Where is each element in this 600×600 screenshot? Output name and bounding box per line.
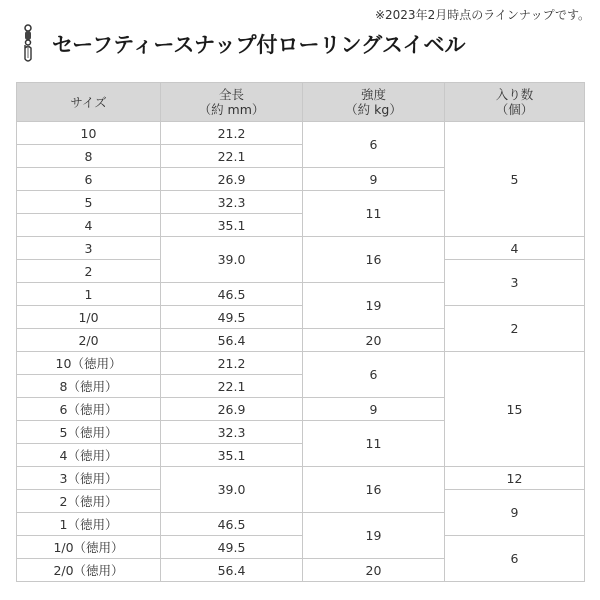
table-header-row	[17, 83, 585, 122]
table-row	[17, 536, 585, 559]
header-size: サイズ	[17, 83, 161, 122]
table-row	[17, 352, 585, 375]
count-cell: 6	[445, 536, 585, 582]
size-cell: 10（徳用）	[17, 352, 161, 375]
count-cell: 3	[445, 260, 585, 306]
page-header	[14, 24, 590, 64]
length-cell: 56.4	[161, 329, 303, 352]
length-cell: 21.2	[161, 122, 303, 145]
strength-cell: 19	[303, 283, 445, 329]
strength-cell: 16	[303, 467, 445, 513]
count-cell: 12	[445, 467, 585, 490]
count-cell: 9	[445, 490, 585, 536]
size-cell: 1/0（徳用）	[17, 536, 161, 559]
size-cell: 6（徳用）	[17, 398, 161, 421]
count-cell: 5	[445, 122, 585, 237]
length-cell: 26.9	[161, 398, 303, 421]
size-cell: 4	[17, 214, 161, 237]
size-cell: 1	[17, 283, 161, 306]
size-cell: 3（徳用）	[17, 467, 161, 490]
size-cell: 2	[17, 260, 161, 283]
header-length: 全長 （約 mm）	[161, 83, 303, 122]
header-count: 入り数 （個）	[445, 83, 585, 122]
strength-cell: 11	[303, 421, 445, 467]
strength-cell: 6	[303, 352, 445, 398]
strength-cell: 16	[303, 237, 445, 283]
size-cell: 5	[17, 191, 161, 214]
count-cell: 4	[445, 237, 585, 260]
strength-cell: 20	[303, 329, 445, 352]
length-cell: 26.9	[161, 168, 303, 191]
length-cell: 39.0	[161, 237, 303, 283]
count-cell: 2	[445, 306, 585, 352]
strength-cell: 19	[303, 513, 445, 559]
size-cell: 6	[17, 168, 161, 191]
strength-cell: 9	[303, 398, 445, 421]
length-cell: 49.5	[161, 536, 303, 559]
strength-cell: 6	[303, 122, 445, 168]
length-cell: 56.4	[161, 559, 303, 582]
size-cell: 8	[17, 145, 161, 168]
size-cell: 5（徳用）	[17, 421, 161, 444]
size-cell: 2/0	[17, 329, 161, 352]
size-cell: 1/0	[17, 306, 161, 329]
length-cell: 22.1	[161, 145, 303, 168]
swivel-spec-table	[16, 82, 585, 582]
length-cell: 49.5	[161, 306, 303, 329]
strength-cell: 11	[303, 191, 445, 237]
length-cell: 21.2	[161, 352, 303, 375]
table-row	[17, 306, 585, 329]
length-cell: 39.0	[161, 467, 303, 513]
lineup-date-note: ※2023年2月時点のラインナップです。	[374, 8, 590, 22]
size-cell: 2/0（徳用）	[17, 559, 161, 582]
table-row	[17, 122, 585, 145]
size-cell: 3	[17, 237, 161, 260]
strength-cell: 20	[303, 559, 445, 582]
length-cell: 46.5	[161, 283, 303, 306]
count-cell: 15	[445, 352, 585, 467]
strength-cell: 9	[303, 168, 445, 191]
size-cell: 1（徳用）	[17, 513, 161, 536]
size-cell: 2（徳用）	[17, 490, 161, 513]
length-cell: 35.1	[161, 214, 303, 237]
table-row	[17, 237, 585, 260]
page-title: セーフティースナップ付ローリングスイベル	[52, 33, 466, 57]
table-row	[17, 467, 585, 490]
length-cell: 32.3	[161, 421, 303, 444]
length-cell: 22.1	[161, 375, 303, 398]
header-strength: 強度 （約 kg）	[303, 83, 445, 122]
size-cell: 8（徳用）	[17, 375, 161, 398]
length-cell: 46.5	[161, 513, 303, 536]
length-cell: 32.3	[161, 191, 303, 214]
size-cell: 10	[17, 122, 161, 145]
swivel-icon	[14, 24, 42, 64]
length-cell: 35.1	[161, 444, 303, 467]
size-cell: 4（徳用）	[17, 444, 161, 467]
